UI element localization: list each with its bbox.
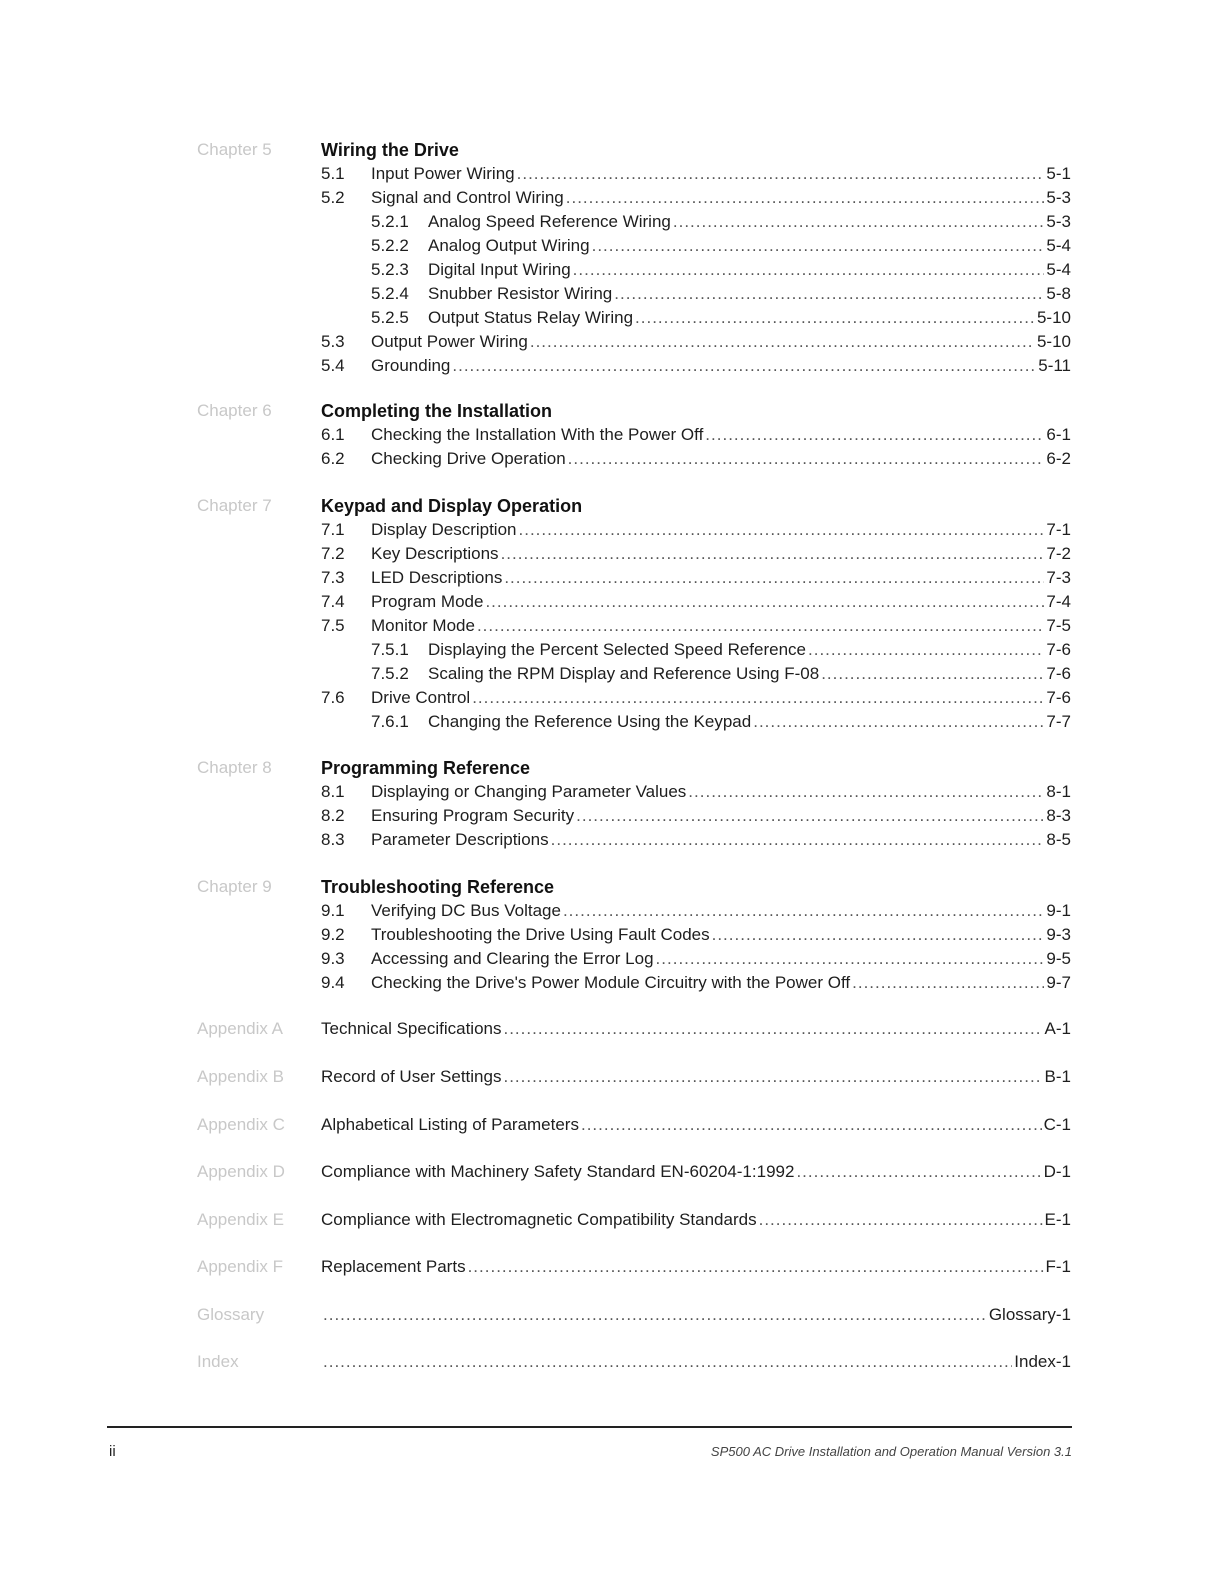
toc-entry-title: Changing the Reference Using the Keypad — [428, 712, 752, 731]
toc-entry-link[interactable] — [428, 308, 1071, 328]
toc-entry-link[interactable] — [321, 1352, 1071, 1372]
dot-leader — [501, 544, 1045, 564]
toc-entry-link[interactable] — [371, 592, 1071, 612]
toc-entry-link[interactable] — [371, 830, 1071, 850]
toc-entry-link[interactable] — [371, 544, 1071, 564]
chapter-title: Troubleshooting Reference — [321, 877, 555, 897]
dot-leader — [530, 332, 1035, 352]
dot-leader — [485, 592, 1044, 612]
section-number: 5.2.3 — [371, 260, 409, 279]
toc-entry-title: Accessing and Clearing the Error Log — [371, 949, 654, 968]
dot-leader — [592, 236, 1045, 256]
dot-leader — [753, 712, 1044, 732]
dot-leader — [504, 568, 1044, 588]
dot-leader — [581, 1115, 1042, 1135]
toc-section-row — [0, 188, 1224, 212]
appendix-row — [0, 1257, 1224, 1281]
appendix-label: Glossary — [197, 1305, 265, 1324]
toc-entry-link[interactable] — [321, 1067, 1071, 1087]
section-number: 5.2.5 — [371, 308, 409, 327]
toc-entry-page: 6-2 — [1046, 449, 1071, 468]
toc-entry-link[interactable] — [321, 1019, 1071, 1039]
toc-entry-title: Displaying the Percent Selected Speed Reference — [428, 640, 807, 659]
toc-entry-link[interactable] — [371, 568, 1071, 588]
section-number: 9.3 — [321, 949, 345, 968]
toc-entry-page: 7-6 — [1046, 664, 1071, 683]
appendix-label: Appendix C — [197, 1115, 285, 1134]
toc-entry-link[interactable] — [371, 616, 1071, 636]
toc-subsection-row — [0, 308, 1224, 332]
toc-entry-title: Replacement Parts — [321, 1257, 466, 1276]
toc-section-row — [0, 782, 1224, 806]
section-number: 7.2 — [321, 544, 345, 563]
dot-leader — [673, 212, 1045, 232]
toc-entry-page: 5-3 — [1046, 212, 1071, 231]
toc-entry-link[interactable] — [371, 449, 1071, 469]
toc-entry-link[interactable] — [371, 164, 1071, 184]
toc-entry-page: 9-3 — [1046, 925, 1071, 944]
section-number: 5.2 — [321, 188, 345, 207]
toc-entry-page: Index-1 — [1014, 1352, 1071, 1371]
chapter-title: Programming Reference — [321, 758, 531, 778]
appendix-row — [0, 1067, 1224, 1091]
toc-entry-page: 5-8 — [1046, 284, 1071, 303]
toc-entry-link[interactable] — [371, 782, 1071, 802]
toc-entry-link[interactable] — [371, 901, 1071, 921]
section-number: 7.5.2 — [371, 664, 409, 683]
toc-entry-title: Alphabetical Listing of Parameters — [321, 1115, 579, 1134]
toc-entry-page: 9-7 — [1046, 973, 1071, 992]
dot-leader — [656, 949, 1045, 969]
dot-leader — [517, 164, 1045, 184]
dot-leader — [573, 260, 1045, 280]
toc-entry-page: 7-4 — [1046, 592, 1071, 611]
dot-leader — [614, 284, 1044, 304]
dot-leader — [705, 425, 1044, 445]
toc-entry-link[interactable] — [428, 260, 1071, 280]
toc-entry-page: 5-3 — [1046, 188, 1071, 207]
toc-entry-title: Checking the Drive's Power Module Circuitry with the Power Off — [371, 973, 851, 992]
toc-entry-title: Compliance with Machinery Safety Standard EN-60204-1:1992 — [321, 1162, 795, 1181]
appendix-label: Appendix A — [197, 1019, 284, 1038]
toc-entry-link[interactable] — [371, 688, 1071, 708]
footer-page-number: ii — [109, 1443, 116, 1460]
toc-entry-title: Program Mode — [371, 592, 484, 611]
toc-entry-link[interactable] — [371, 973, 1071, 993]
section-number: 8.1 — [321, 782, 345, 801]
toc-entry-page: 5-10 — [1036, 308, 1071, 327]
toc-entry-page: 7-3 — [1046, 568, 1071, 587]
section-number: 9.4 — [321, 973, 345, 992]
toc-entry-title: Drive Control — [371, 688, 471, 707]
toc-entry-link[interactable] — [371, 356, 1071, 376]
toc-section-row — [0, 806, 1224, 830]
toc-entry-page: 9-1 — [1046, 901, 1071, 920]
toc-entry-title: Grounding — [371, 356, 451, 375]
toc-entry-page: 7-6 — [1046, 688, 1071, 707]
toc-entry-page: 8-3 — [1046, 806, 1071, 825]
toc-entry-title: Input Power Wiring — [371, 164, 515, 183]
chapter-label: Chapter 7 — [197, 496, 272, 515]
dot-leader — [472, 688, 1044, 708]
toc-entry-page: E-1 — [1044, 1210, 1071, 1229]
toc-entry-page: 5-1 — [1046, 164, 1071, 183]
toc-entry-title: Display Description — [371, 520, 517, 539]
dot-leader — [576, 806, 1044, 826]
toc-section-row — [0, 356, 1224, 380]
section-number: 6.1 — [321, 425, 345, 444]
toc-entry-page: C-1 — [1043, 1115, 1071, 1134]
footer-document-title: SP500 AC Drive Installation and Operation Manual Version 3.1 — [710, 1444, 1072, 1459]
toc-entry-title: Verifying DC Bus Voltage — [371, 901, 561, 920]
toc-section-row — [0, 901, 1224, 925]
toc-entry-page: 7-1 — [1046, 520, 1071, 539]
appendix-row — [0, 1352, 1224, 1376]
dot-leader — [503, 1019, 1042, 1039]
toc-entry-page: 9-5 — [1046, 949, 1071, 968]
section-number: 8.3 — [321, 830, 345, 849]
section-number: 9.2 — [321, 925, 345, 944]
toc-section-row — [0, 949, 1224, 973]
toc-entry-page: 5-10 — [1036, 332, 1071, 351]
toc-section-row — [0, 544, 1224, 568]
appendix-row — [0, 1305, 1224, 1329]
toc-entry-title: Snubber Resistor Wiring — [428, 284, 613, 303]
toc-entry-page: Glossary-1 — [988, 1305, 1071, 1324]
toc-entry-page: F-1 — [1045, 1257, 1071, 1276]
toc-entry-page: 7-5 — [1046, 616, 1071, 635]
dot-leader — [712, 925, 1045, 945]
appendix-label: Appendix B — [197, 1067, 284, 1086]
toc-entry-title: Parameter Descriptions — [371, 830, 549, 849]
dot-leader — [566, 188, 1045, 208]
toc-entry-page: 5-4 — [1046, 260, 1071, 279]
toc-section-row — [0, 830, 1224, 854]
toc-entry-title: Output Power Wiring — [371, 332, 528, 351]
toc-entry-page: 8-5 — [1046, 830, 1071, 849]
toc-entry-link[interactable] — [428, 236, 1071, 256]
toc-entry-title: Analog Speed Reference Wiring — [428, 212, 671, 231]
dot-leader — [852, 973, 1044, 993]
toc-entry-page: 5-11 — [1038, 356, 1071, 375]
toc-section-row — [0, 592, 1224, 616]
toc-entry-title: Signal and Control Wiring — [371, 188, 564, 207]
toc-section-row — [0, 616, 1224, 640]
toc-entry-page: 7-2 — [1046, 544, 1071, 563]
toc-entry-page: B-1 — [1044, 1067, 1071, 1086]
toc-entry-link[interactable] — [371, 188, 1071, 208]
toc-entry-link[interactable] — [428, 712, 1071, 732]
toc-subsection-row — [0, 212, 1224, 236]
toc-entry-title: Analog Output Wiring — [428, 236, 590, 255]
dot-leader — [477, 616, 1044, 636]
dot-leader — [635, 308, 1035, 328]
toc-entry-link[interactable] — [428, 640, 1071, 660]
toc-entry-link[interactable] — [321, 1305, 1071, 1325]
toc-section-row — [0, 332, 1224, 356]
toc-entry-title: Compliance with Electromagnetic Compatibility Standards — [321, 1210, 757, 1229]
section-number: 5.2.1 — [371, 212, 409, 231]
toc-entry-link[interactable] — [321, 1257, 1071, 1277]
toc-section-row — [0, 973, 1224, 997]
dot-leader — [563, 901, 1044, 921]
section-number: 7.3 — [321, 568, 345, 587]
chapter-label: Chapter 6 — [197, 401, 272, 420]
appendix-row — [0, 1210, 1224, 1234]
toc-entry-page: D-1 — [1043, 1162, 1071, 1181]
dot-leader — [808, 640, 1044, 660]
dot-leader — [568, 449, 1045, 469]
footer-divider — [107, 1426, 1072, 1428]
chapter-label: Chapter 9 — [197, 877, 272, 896]
toc-entry-link[interactable] — [371, 520, 1071, 540]
toc-entry-title: Ensuring Program Security — [371, 806, 575, 825]
section-number: 7.5.1 — [371, 640, 409, 659]
toc-entry-link[interactable] — [371, 949, 1071, 969]
toc-entry-title: Digital Input Wiring — [428, 260, 571, 279]
toc-entry-title: Output Status Relay Wiring — [428, 308, 634, 327]
chapter-label: Chapter 5 — [197, 140, 272, 159]
toc-entry-title: Scaling the RPM Display and Reference Using F-08 — [428, 664, 820, 683]
section-number: 9.1 — [321, 901, 345, 920]
appendix-row — [0, 1115, 1224, 1139]
toc-entry-page: 6-1 — [1046, 425, 1071, 444]
toc-subsection-row — [0, 284, 1224, 308]
toc-subsection-row — [0, 260, 1224, 284]
toc-entry-title: Key Descriptions — [371, 544, 499, 563]
section-number: 8.2 — [321, 806, 345, 825]
toc-entry-title: Checking the Installation With the Power Off — [371, 425, 704, 444]
toc-entry-link[interactable] — [428, 664, 1071, 684]
section-number: 7.6.1 — [371, 712, 409, 731]
section-number: 5.4 — [321, 356, 345, 375]
appendix-row — [0, 1162, 1224, 1186]
appendix-label: Appendix F — [197, 1257, 283, 1276]
section-number: 6.2 — [321, 449, 345, 468]
toc-entry-link[interactable] — [321, 1162, 1071, 1182]
toc-subsection-row — [0, 236, 1224, 260]
dot-leader — [688, 782, 1044, 802]
chapter-label: Chapter 8 — [197, 758, 272, 777]
toc-entry-title: Monitor Mode — [371, 616, 475, 635]
toc-entry-title: Troubleshooting the Drive Using Fault Codes — [371, 925, 710, 944]
section-number: 7.4 — [321, 592, 345, 611]
section-number: 5.1 — [321, 164, 345, 183]
toc-subsection-row — [0, 712, 1224, 736]
toc-entry-link[interactable] — [428, 212, 1071, 232]
toc-entry-page: 7-6 — [1046, 640, 1071, 659]
section-number: 7.5 — [321, 616, 345, 635]
toc-entry-link[interactable] — [428, 284, 1071, 304]
chapter-title: Completing the Installation — [321, 401, 553, 421]
dot-leader — [551, 830, 1045, 850]
toc-section-row — [0, 164, 1224, 188]
toc-entry-title: Technical Specifications — [321, 1019, 502, 1038]
toc-entry-title: Record of User Settings — [321, 1067, 502, 1086]
toc-section-row — [0, 568, 1224, 592]
toc-entry-page: A-1 — [1044, 1019, 1071, 1038]
section-number: 7.6 — [321, 688, 345, 707]
dot-leader — [821, 664, 1044, 684]
toc-entry-title: Displaying or Changing Parameter Values — [371, 782, 687, 801]
section-number: 7.1 — [321, 520, 345, 539]
toc-subsection-row — [0, 664, 1224, 688]
appendix-row — [0, 1019, 1224, 1043]
chapter-title: Keypad and Display Operation — [321, 496, 583, 516]
section-number: 5.3 — [321, 332, 345, 351]
appendix-label: Appendix D — [197, 1162, 285, 1181]
toc-entry-title: Checking Drive Operation — [371, 449, 566, 468]
appendix-label: Index — [197, 1352, 239, 1371]
toc-entry-link[interactable] — [321, 1210, 1071, 1230]
toc-entry-link[interactable] — [371, 806, 1071, 826]
toc-entry-page: 7-7 — [1046, 712, 1071, 731]
toc-section-row — [0, 688, 1224, 712]
toc-entry-page: 5-4 — [1046, 236, 1071, 255]
dot-leader — [452, 356, 1036, 376]
toc-section-row — [0, 449, 1224, 473]
toc-entry-link[interactable] — [371, 332, 1071, 352]
dot-leader — [323, 1352, 1012, 1372]
dot-leader — [468, 1257, 1044, 1277]
dot-leader — [323, 1305, 987, 1325]
toc-entry-link[interactable] — [321, 1115, 1071, 1135]
toc-entry-page: 8-1 — [1046, 782, 1071, 801]
toc-entry-link[interactable] — [371, 925, 1071, 945]
appendix-label: Appendix E — [197, 1210, 284, 1229]
toc-section-row — [0, 520, 1224, 544]
dot-leader — [503, 1067, 1042, 1087]
toc-section-row — [0, 925, 1224, 949]
section-number: 5.2.2 — [371, 236, 409, 255]
toc-section-row — [0, 425, 1224, 449]
toc-subsection-row — [0, 640, 1224, 664]
toc-entry-link[interactable] — [371, 425, 1071, 445]
section-number: 5.2.4 — [371, 284, 409, 303]
chapter-title: Wiring the Drive — [321, 140, 459, 160]
dot-leader — [796, 1162, 1041, 1182]
toc-entry-title: LED Descriptions — [371, 568, 503, 587]
dot-leader — [519, 520, 1045, 540]
dot-leader — [759, 1210, 1043, 1230]
